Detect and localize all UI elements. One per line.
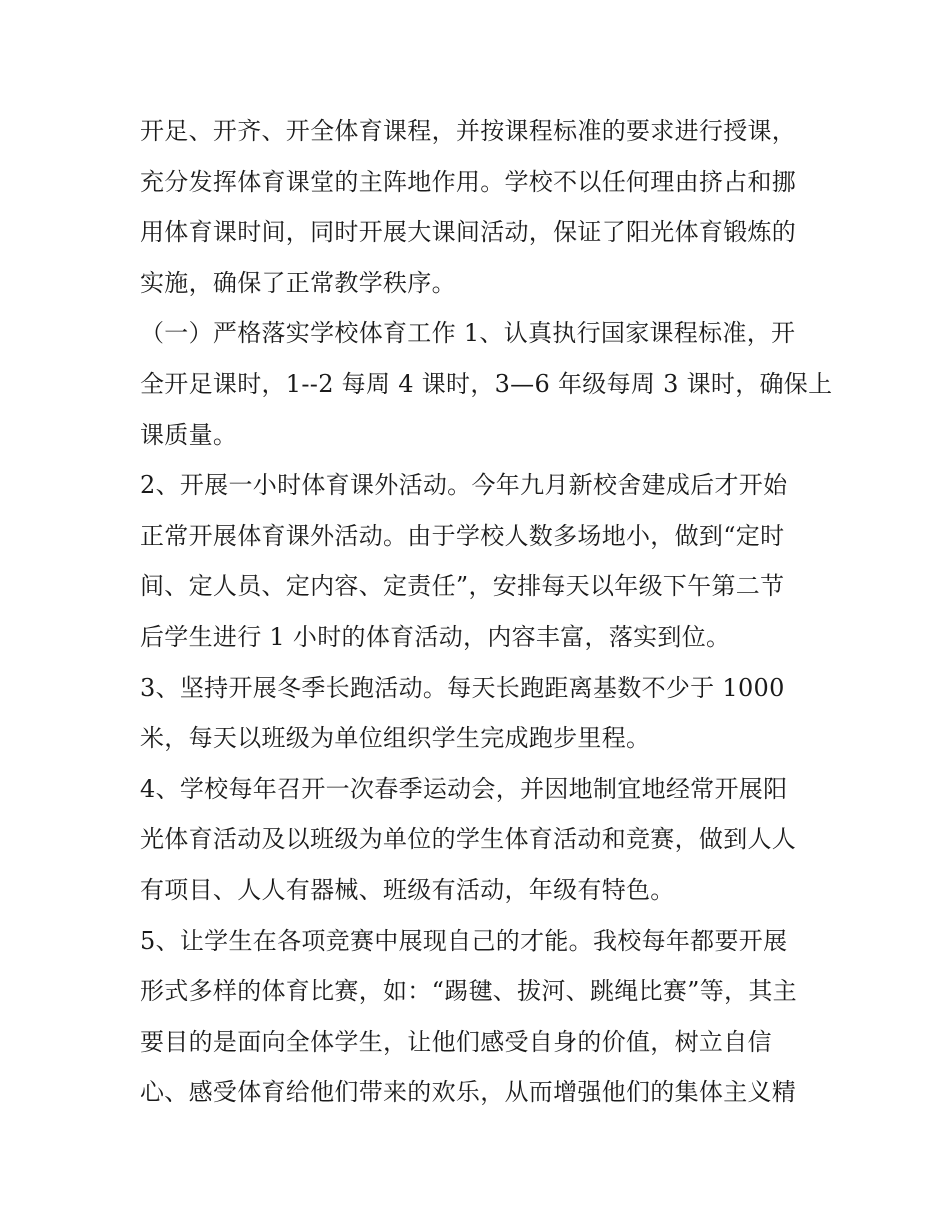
text-line: 2、开展一小时体育课外活动。今年九月新校舍建成后才开始 — [140, 471, 788, 500]
paragraph-course-delivery — [140, 106, 820, 308]
text-line: 后学生进行 1 小时的体育活动，内容丰富，落实到位。 — [140, 622, 731, 651]
text-line: 形式多样的体育比赛，如：“踢毽、拔河、跳绳比赛”等，其主 — [140, 977, 797, 1006]
paragraph-item-3 — [140, 663, 820, 764]
document-body — [140, 106, 833, 1118]
text-line: 实施，确保了正常教学秩序。 — [140, 268, 456, 297]
text-line: 要目的是面向全体学生，让他们感受自身的价值，树立自信 — [140, 1027, 772, 1056]
text-line: 课质量。 — [140, 420, 238, 449]
text-line: 光体育活动及以班级为单位的学生体育活动和竞赛，做到人人 — [140, 825, 797, 854]
text-line: 充分发挥体育课堂的主阵地作用。学校不以任何理由挤占和挪 — [140, 167, 797, 196]
text-line: （一）严格落实学校体育工作 1、认真执行国家课程标准，开 — [140, 319, 796, 348]
text-line: 正常开展体育课外活动。由于学校人数多场地小，做到“定时 — [140, 521, 785, 550]
paragraph-item-5 — [140, 916, 820, 1118]
paragraph-section-one — [140, 308, 833, 460]
text-line: 4、学校每年召开一次春季运动会，并因地制宜地经常开展阳 — [140, 774, 788, 803]
paragraph-item-4 — [140, 764, 820, 916]
text-line: 用体育课时间，同时开展大课间活动，保证了阳光体育锻炼的 — [140, 218, 797, 247]
text-line: 心、感受体育给他们带来的欢乐，从而增强他们的集体主义精 — [140, 1078, 797, 1107]
paragraph-item-2 — [140, 460, 820, 662]
text-line: 5、让学生在各项竞赛中展现自己的才能。我校每年都要开展 — [140, 926, 788, 955]
text-line: 开足、开齐、开全体育课程，并按课程标准的要求进行授课， — [140, 117, 797, 145]
text-line: 有项目、人人有器械、班级有活动，年级有特色。 — [140, 875, 675, 904]
text-line: 米，每天以班级为单位组织学生完成跑步里程。 — [140, 724, 651, 753]
text-line: 间、定人员、定内容、定责任”，安排每天以年级下午第二节 — [140, 572, 785, 601]
text-line: 全开足课时，1--2 每周 4 课时，3—6 年级每周 3 课时，确保上 — [140, 369, 833, 398]
text-line: 3、坚持开展冬季长跑活动。每天长跑距离基数不少于 1000 — [140, 673, 785, 702]
